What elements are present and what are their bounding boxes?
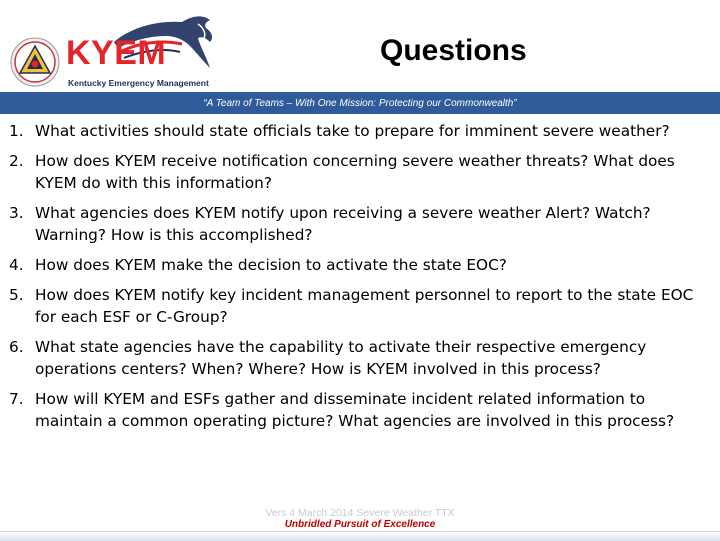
- question-number: 4.: [9, 256, 24, 274]
- question-text: What activities should state officials take to prepare for imminent severe weather?: [35, 122, 670, 140]
- footer-version: Vers 4 March 2014 Severe Weather TTX: [265, 507, 455, 519]
- question-text: How does KYEM make the decision to activate the state EOC?: [35, 256, 507, 274]
- slide-header: [0, 0, 720, 92]
- question-list: [0, 120, 712, 440]
- kentucky-state-seal-icon: [10, 37, 60, 87]
- motto-bar: [0, 92, 720, 114]
- question-text: What agencies does KYEM notify upon receiving a severe weather Alert? Watch? Warning? How is this accomplished?: [35, 204, 651, 244]
- question-text: How does KYEM receive notification concerning severe weather threats? What does KYEM do with this information?: [35, 152, 675, 192]
- question-text: How will KYEM and ESFs gather and disseminate incident related information to maintain a common operating picture? What agencies are involved in this process?: [35, 390, 675, 430]
- motto-text: “A Team of Teams – With One Mission: Protecting our Commonwealth”: [203, 97, 517, 109]
- logo-subtitle: Kentucky Emergency Management: [68, 78, 209, 88]
- question-item: [0, 388, 712, 432]
- page-title: Questions: [380, 34, 527, 67]
- question-number: 7.: [9, 390, 24, 408]
- question-number: 5.: [9, 286, 24, 304]
- question-item: [0, 336, 712, 380]
- question-item: [0, 284, 712, 328]
- question-item: [0, 202, 712, 246]
- question-number: 1.: [9, 122, 24, 140]
- question-number: 6.: [9, 338, 24, 356]
- logo-wordmark: KYEM: [66, 34, 167, 72]
- question-text: What state agencies have the capability to activate their respective emergency operations centers? When? Where? How is KYEM involved in this process?: [35, 338, 647, 378]
- question-item: [0, 254, 712, 276]
- question-item: [0, 120, 712, 142]
- question-item: [0, 150, 712, 194]
- question-text: How does KYEM notify key incident management personnel to report to the state EOC for each ESF or C-Group?: [35, 286, 694, 326]
- question-number: 3.: [9, 204, 24, 222]
- slide-footer: [0, 508, 720, 531]
- footer-tagline: Unbridled Pursuit of Excellence: [284, 519, 436, 530]
- question-number: 2.: [9, 152, 24, 170]
